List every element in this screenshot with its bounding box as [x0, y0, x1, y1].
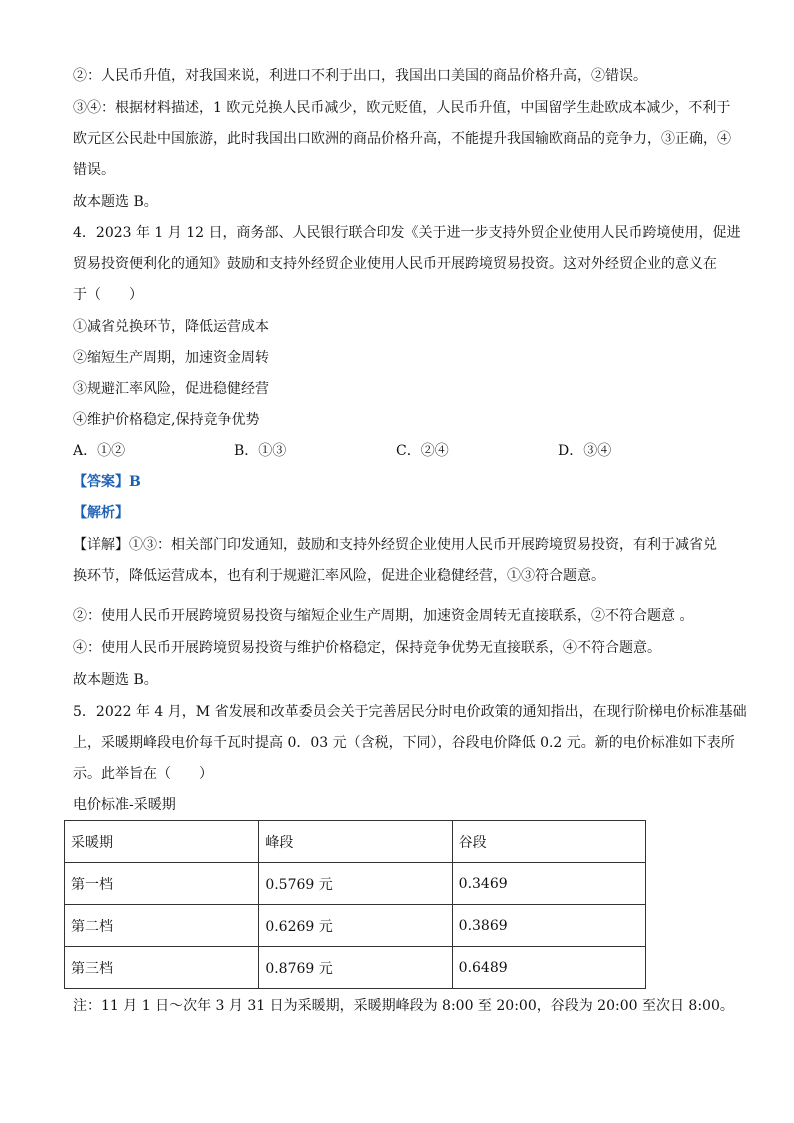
electricity-price-table — [64, 820, 646, 989]
table-cell: 0.6269 元 — [259, 905, 452, 947]
table-note: 注：11 月 1 日～次年 3 月 31 日为采暖期，采暖期峰段为 8:00 至 20:00，谷段为 20:00 至次日 8:00。 — [73, 998, 734, 1014]
table-header-row — [65, 821, 646, 863]
option-c: C．②④ — [396, 443, 449, 459]
answer-tag: 【答案】B — [73, 474, 141, 490]
question-5-stem: 示。此举旨在（ ） — [73, 766, 213, 782]
table-row — [65, 947, 646, 989]
question-4-item: ②缩短生产周期，加速资金周转 — [73, 350, 269, 366]
table-cell: 第三档 — [65, 947, 259, 989]
question-4-item: ③规避汇率风险，促进稳健经营 — [73, 381, 269, 397]
table-header-cell: 峰段 — [259, 821, 452, 863]
detail-line: 换环节，降低运营成本，也有利于规避汇率风险，促进企业稳健经营，①③符合题意。 — [73, 568, 605, 584]
question-4-item: ④维护价格稳定,保持竞争优势 — [73, 412, 260, 428]
question-4-stem: 于（ ） — [73, 287, 143, 303]
text-line: ③④：根据材料描述，1 欧元兑换人民币减少，欧元贬值，人民币升值，中国留学生赴欧成本减少，不利于 — [73, 100, 731, 116]
option-b: B．①③ — [234, 443, 287, 459]
table-cell: 第二档 — [65, 905, 259, 947]
table-cell: 0.3869 — [452, 905, 645, 947]
question-5-stem: 上，采暖期峰段电价每千瓦时提高 0．03 元（含税，下同），谷段电价降低 0.2 元。新的电价标准如下表所 — [73, 735, 735, 751]
table-cell: 0.3469 — [452, 863, 645, 905]
text-line: ②：人民币升值，对我国来说，利进口不利于出口，我国出口美国的商品价格升高，②错误。 — [73, 68, 647, 84]
detail-line: ②：使用人民币开展跨境贸易投资与缩短企业生产周期，加速资金周转无直接联系，②不符合题意 。 — [73, 608, 694, 624]
option-d: D．③④ — [558, 443, 612, 459]
option-a: A．①② — [73, 443, 126, 459]
table-header-cell: 谷段 — [452, 821, 645, 863]
table-cell: 0.5769 元 — [259, 863, 452, 905]
question-4-stem: 4．2023 年 1 月 12 日，商务部、人民银行联合印发《关于进一步支持外贸企业使用人民币跨境使用，促进 — [73, 225, 741, 241]
analysis-tag: 【解析】 — [73, 505, 129, 521]
table-cell: 0.8769 元 — [259, 947, 452, 989]
text-line: 故本题选 B。 — [73, 194, 158, 210]
detail-line: 故本题选 B。 — [73, 672, 158, 688]
table-row — [65, 905, 646, 947]
detail-line: ④：使用人民币开展跨境贸易投资与维护价格稳定，保持竞争优势无直接联系，④不符合题意。 — [73, 640, 661, 656]
table-cell: 0.6489 — [452, 947, 645, 989]
detail-line: 【详解】①③：相关部门印发通知，鼓励和支持外经贸企业使用人民币开展跨境贸易投资，有利于减省兑 — [73, 537, 717, 553]
table-header-cell: 采暖期 — [65, 821, 259, 863]
question-4-stem: 贸易投资便利化的通知》鼓励和支持外经贸企业使用人民币开展跨境贸易投资。这对外经贸企业的意义在 — [73, 256, 717, 272]
question-4-item: ①减省兑换环节，降低运营成本 — [73, 319, 269, 335]
text-line: 错误。 — [73, 162, 115, 178]
text-line: 欧元区公民赴中国旅游，此时我国出口欧洲的商品价格升高，不能提升我国输欧商品的竞争力，③正确，④ — [73, 131, 731, 147]
table-row — [65, 863, 646, 905]
question-5-stem: 5．2022 年 4 月，M 省发展和改革委员会关于完善居民分时电价政策的通知指出，在现行阶梯电价标准基础 — [73, 704, 747, 720]
table-caption: 电价标准-采暖期 — [73, 797, 176, 813]
table-cell: 第一档 — [65, 863, 259, 905]
